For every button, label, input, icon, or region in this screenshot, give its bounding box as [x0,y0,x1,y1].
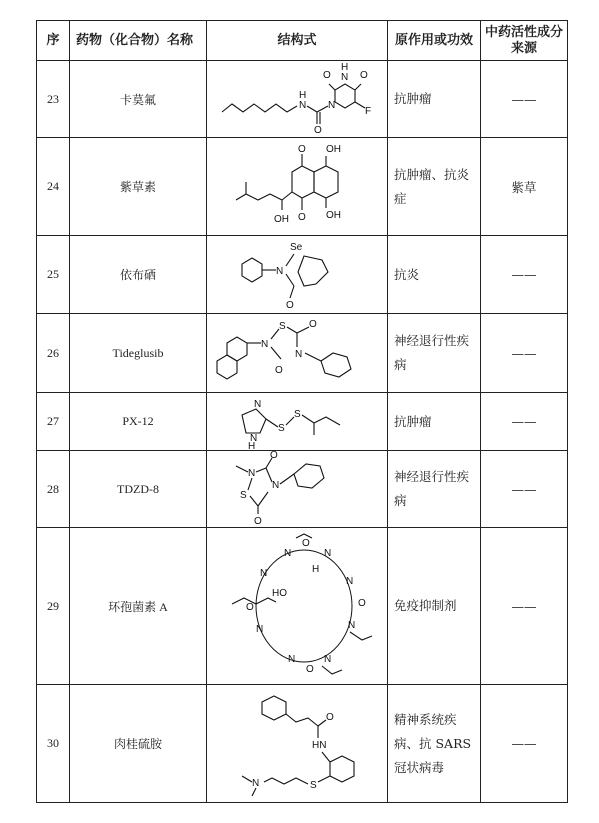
source-text: —— [481,393,568,451]
atom-n: N [250,432,258,444]
atom-f: F [365,106,372,117]
atom-h: H [248,440,256,452]
atom-h: H [299,90,307,101]
structure-cell [207,451,388,528]
atom-oh: OH [326,143,341,155]
function-text: 神经退行性疾病 [388,451,481,528]
drug-name: 环孢菌素 A [70,528,207,685]
atom-o: O [302,538,310,549]
atom-n: N [254,398,262,410]
cyclosporin-structure [212,532,382,680]
atom-o: O [254,516,262,527]
cinanserin-structure [222,690,372,798]
atom-o: O [298,143,306,155]
atom-oh: OH [326,209,341,221]
row-number: 28 [37,451,70,528]
source-text: —— [481,61,568,138]
table-row [37,393,568,451]
source-text: 紫草 [481,138,568,236]
atom-oh: OH [274,213,289,225]
source-text: —— [481,528,568,685]
structure-cell [207,138,388,236]
function-text: 免疫抑制剂 [388,528,481,685]
atom-o: O [246,602,254,613]
atom-s: S [278,422,285,434]
atom-ho: HO [272,588,287,599]
header-name: 药物（化合物）名称 [70,21,207,61]
function-text: 抗肿瘤 [388,61,481,138]
header-no: 序 [37,21,70,61]
table-row [37,138,568,236]
tdzd8-structure [232,450,362,527]
atom-n: N [299,100,307,111]
atom-n: N [288,654,296,665]
atom-n: N [248,468,256,479]
row-number: 26 [37,314,70,393]
function-text: 抗肿瘤、抗炎症 [388,138,481,236]
structure-cell [207,236,388,314]
atom-o: O [286,299,294,311]
drug-table [36,20,568,803]
source-text: —— [481,236,568,314]
tideglusib-structure [217,317,377,389]
structure-cell [207,314,388,393]
atom-n: N [261,339,269,350]
drug-name: Tideglusib [70,314,207,393]
table-row [37,61,568,138]
atom-o: O [314,125,322,136]
atom-n: N [295,349,303,360]
drug-name: PX-12 [70,393,207,451]
atom-o: O [270,450,278,461]
carmofur-structure [217,64,377,134]
atom-o: O [323,70,331,81]
atom-s: S [310,779,317,791]
atom-n: N [346,576,354,587]
table-row [37,451,568,528]
atom-n: N [348,620,356,631]
atom-o: O [358,598,366,609]
atom-h: H [341,62,349,73]
source-text: —— [481,685,568,803]
drug-name: 肉桂硫胺 [70,685,207,803]
source-text: —— [481,451,568,528]
function-text: 精神系统疾病、抗 SARS 冠状病毒 [388,685,481,803]
header-source: 中药活性成分来源 [481,21,568,61]
table-row [37,528,568,685]
header-row [37,21,568,61]
row-number: 23 [37,61,70,138]
function-text: 抗肿瘤 [388,393,481,451]
atom-se: Se [290,241,303,253]
atom-n: N [276,265,284,277]
atom-h: H [312,564,320,575]
structure-cell [207,61,388,138]
atom-hn: HN [312,739,327,751]
header-structure: 结构式 [207,21,388,61]
drug-name: TDZD-8 [70,451,207,528]
header-function: 原作用或功效 [388,21,481,61]
atom-n: N [324,654,332,665]
function-text: 神经退行性疾病 [388,314,481,393]
atom-o: O [326,711,334,723]
structure-cell [207,393,388,451]
function-text: 抗炎 [388,236,481,314]
row-number: 30 [37,685,70,803]
atom-o: O [275,365,283,376]
px12-structure [232,397,362,452]
drug-name: 依布硒 [70,236,207,314]
atom-o: O [360,70,368,81]
row-number: 27 [37,393,70,451]
row-number: 24 [37,138,70,236]
atom-s: S [294,408,301,420]
row-number: 29 [37,528,70,685]
ebselen-structure [232,240,362,310]
row-number: 25 [37,236,70,314]
shikonin-structure [222,142,372,232]
table-row [37,685,568,803]
drug-name: 紫草素 [70,138,207,236]
drug-name: 卡莫氟 [70,61,207,138]
atom-n: N [272,480,280,491]
atom-s: S [279,321,286,332]
atom-n: N [328,100,336,111]
table-row [37,236,568,314]
atom-n: N [324,548,332,559]
atom-n: N [252,777,260,789]
structure-cell [207,528,388,685]
source-text: —— [481,314,568,393]
table-row [37,314,568,393]
atom-o: O [306,664,314,675]
atom-n: N [256,624,264,635]
structure-cell [207,685,388,803]
atom-n: N [260,568,268,579]
atom-o: O [298,211,306,223]
atom-s: S [240,490,247,501]
atom-n: N [284,548,292,559]
atom-nh: N [341,72,349,83]
atom-o: O [309,319,317,330]
